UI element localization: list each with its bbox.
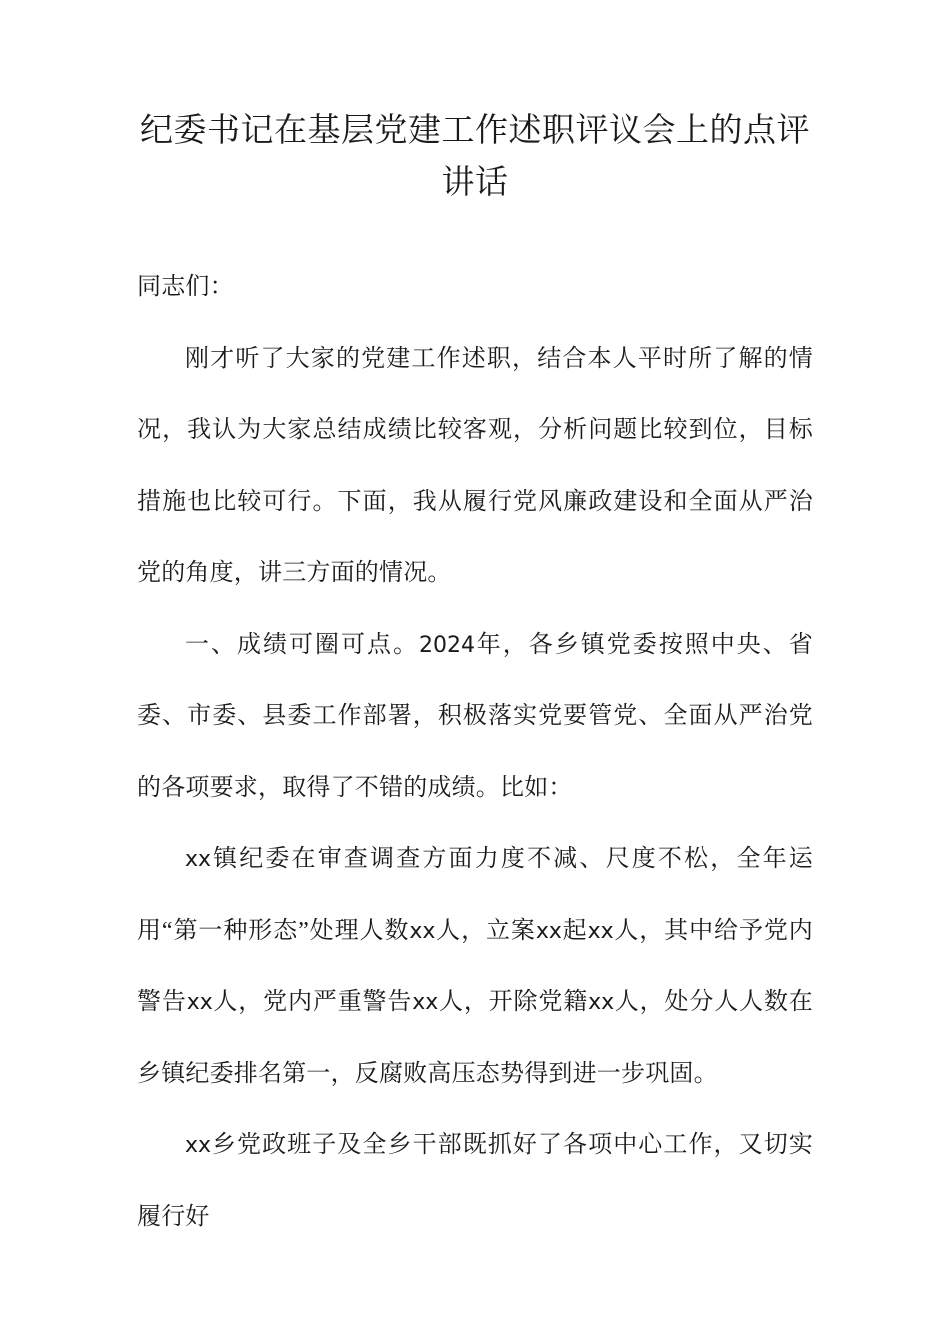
paragraph-section-one: 一、成绩可圈可点。2024年，各乡镇党委按照中央、省委、市委、县委工作部署，积极落实党要管党、全面从严治党的各项要求，取得了不错的成绩。比如： bbox=[137, 631, 813, 801]
latin-run: xx bbox=[587, 918, 614, 944]
latin-run: 2024 bbox=[419, 632, 475, 658]
page-title: 纪委书记在基层党建工作述职评议会上的点评讲话 bbox=[140, 110, 810, 201]
paragraph-example-town: xx镇纪委在审查调查方面力度不减、尺度不松，全年运用“第一种形态”处理人数xx人，立案xx起xx人，其中给予党内警告xx人，党内严重警告xx人，开除党籍xx人，处分人人数在乡镇纪委排名第一，反腐败高压态势得到进一步巩固。 bbox=[137, 846, 813, 1087]
paragraph-example-township: xx乡党政班子及全乡干部既抓好了各项中心工作，又切实履行好 bbox=[137, 1132, 813, 1230]
latin-run: xx bbox=[185, 1133, 212, 1158]
latin-run: xx bbox=[588, 990, 615, 1015]
paragraph-opening: 刚才听了大家的党建工作述职，结合本人平时所了解的情况，我认为大家总结成绩比较客观，分析问题比较到位，目标措施也比较可行。下面，我从履行党风廉政建设和全面从严治党的角度，讲三方面的情况。 bbox=[137, 345, 813, 586]
latin-run: xx bbox=[409, 918, 436, 944]
latin-run: xx bbox=[185, 847, 212, 872]
latin-run: xx bbox=[186, 990, 213, 1015]
latin-run: xx bbox=[412, 990, 439, 1015]
paragraph-salutation: 同志们： bbox=[137, 274, 234, 300]
latin-run: xx bbox=[535, 918, 562, 944]
document-body bbox=[137, 0, 813, 1253]
